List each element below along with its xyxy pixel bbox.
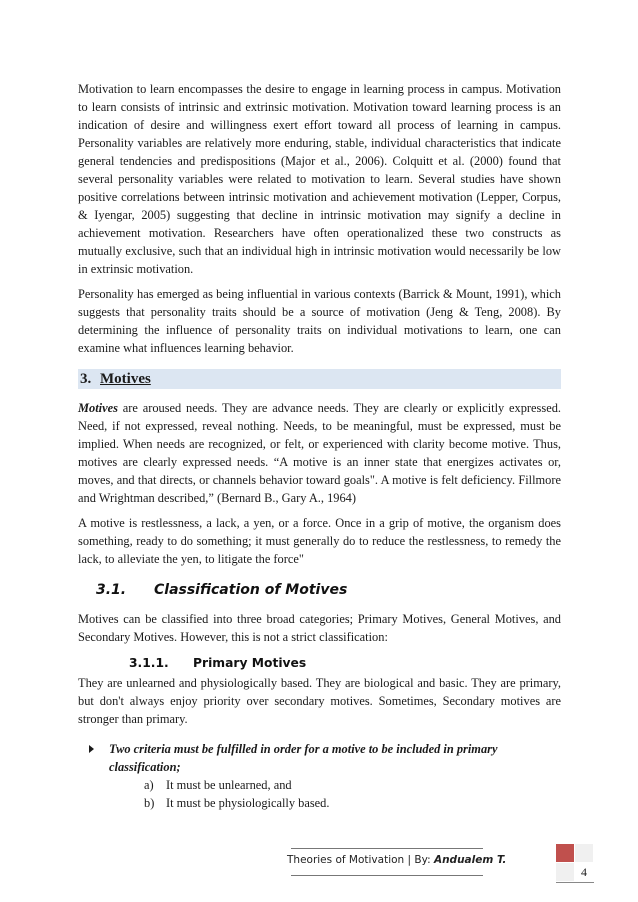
section-3-number: 3.: [80, 371, 92, 387]
paragraph-classification: Motives can be classified into three broad categories; Primary Motives, General Motives, and Secondary Motives. However, this is not a strict classification:: [78, 612, 561, 644]
paragraph-primary-motives: They are unlearned and physiologically based. They are biological and basic. They are primary, but don't always enjoy priority over secondary motives. Sometimes, Secondary motives are stronger than primary.: [78, 676, 561, 726]
page-number: 4: [581, 865, 587, 879]
page-footer: [287, 848, 507, 876]
list-item-marker: b): [144, 796, 155, 810]
section-3-1-heading: [96, 582, 561, 598]
section-3-1-title: Classification of Motives: [154, 582, 348, 598]
motives-lead-term: Motives: [78, 401, 118, 415]
footer-separator: | By:: [404, 854, 434, 866]
criteria-list: [144, 776, 561, 812]
footer-author: Andualem T.: [433, 854, 507, 866]
page-corner-block: [556, 863, 574, 881]
footer-top-rule: [291, 848, 483, 849]
paragraph-motives-definition: [78, 399, 561, 507]
footer-bottom-rule: [291, 875, 483, 876]
list-item: [144, 794, 561, 812]
paragraph-personality: Personality has emerged as being influential in various contexts (Barrick & Mount, 1991), which suggests that personality traits should be a source of motivation (Jeng & Teng, 2008). By determining the influence of personality traits on individual motivations to learn, one can examine what influences learning behavior.: [78, 287, 561, 355]
page-corner-block: [575, 844, 593, 862]
section-3-heading: [78, 369, 561, 389]
list-item-text: It must be unlearned, and: [166, 778, 292, 792]
footer-title: Theories of Motivation: [287, 854, 405, 866]
triangle-bullet-icon: [89, 745, 94, 753]
page-corner-accent: [556, 844, 574, 862]
section-3-1-number: 3.1.: [96, 582, 127, 598]
paragraph-motivation-to-learn: Motivation to learn encompasses the desire to engage in learning process in campus. Motivation to learn consists of intrinsic and extrinsic motivation. Motivation toward learning process is an indication of desire and willingness exert effort toward all process of learning in campus. Personality variables are relatively more enduring, stable, individual characteristics that indicate general tendencies and predispositions (Major et al., 2006). Colquitt et al. (2000) found that several personality variables were related to motivation to learn. Several studies have shown positive correlations between intrinsic motivation and achievement motivation (Lepper, Corpus, & Iyengar, 2005) suggesting that decline in intrinsic motivation may signify a decline in achievement motivation. Researchers have often operationalized these two constructs as mutually exclusive, such that an individual high in intrinsic motivation would necessarily be low in extrinsic motivation.: [78, 82, 561, 276]
footer-text: [287, 854, 507, 866]
section-3-1-1-heading: [129, 656, 561, 670]
criteria-bullet: [89, 740, 561, 776]
list-item-marker: a): [144, 778, 154, 792]
section-3-1-1-number: 3.1.1.: [129, 656, 169, 670]
section-3-title: Motives: [100, 371, 151, 387]
paragraph-motive-restlessness: A motive is restlessness, a lack, a yen, or a force. Once in a grip of motive, the organism does something, ready to do something; it must generally do to reduce the restlessness, to remedy the lack, to alleviate the yen, to litigate the force": [78, 516, 561, 566]
motives-definition-text: are aroused needs. They are advance needs. They are clearly or explicitly expressed. Need, if not expressed, reveal nothing. Needs, to be meaningful, must be expressed, must be implied. When needs are recognized, or felt, or experienced with clarity become motive. Thus, motives are clearly expressed needs. “A motive is an inner state that energizes activates or, moves, and that directs, or channels behavior toward goals". A motive is felt deficiency. Fillmore and Wrightman described,” (Bernard B., Gary A., 1964): [78, 401, 561, 505]
section-3-1-1-title: Primary Motives: [193, 656, 307, 670]
list-item: [144, 776, 561, 794]
page-number-rule: [556, 882, 594, 883]
list-item-text: It must be physiologically based.: [166, 796, 330, 810]
criteria-bullet-text: Two criteria must be fulfilled in order for a motive to be included in primary classification;: [109, 742, 498, 774]
page-content: [78, 80, 561, 812]
